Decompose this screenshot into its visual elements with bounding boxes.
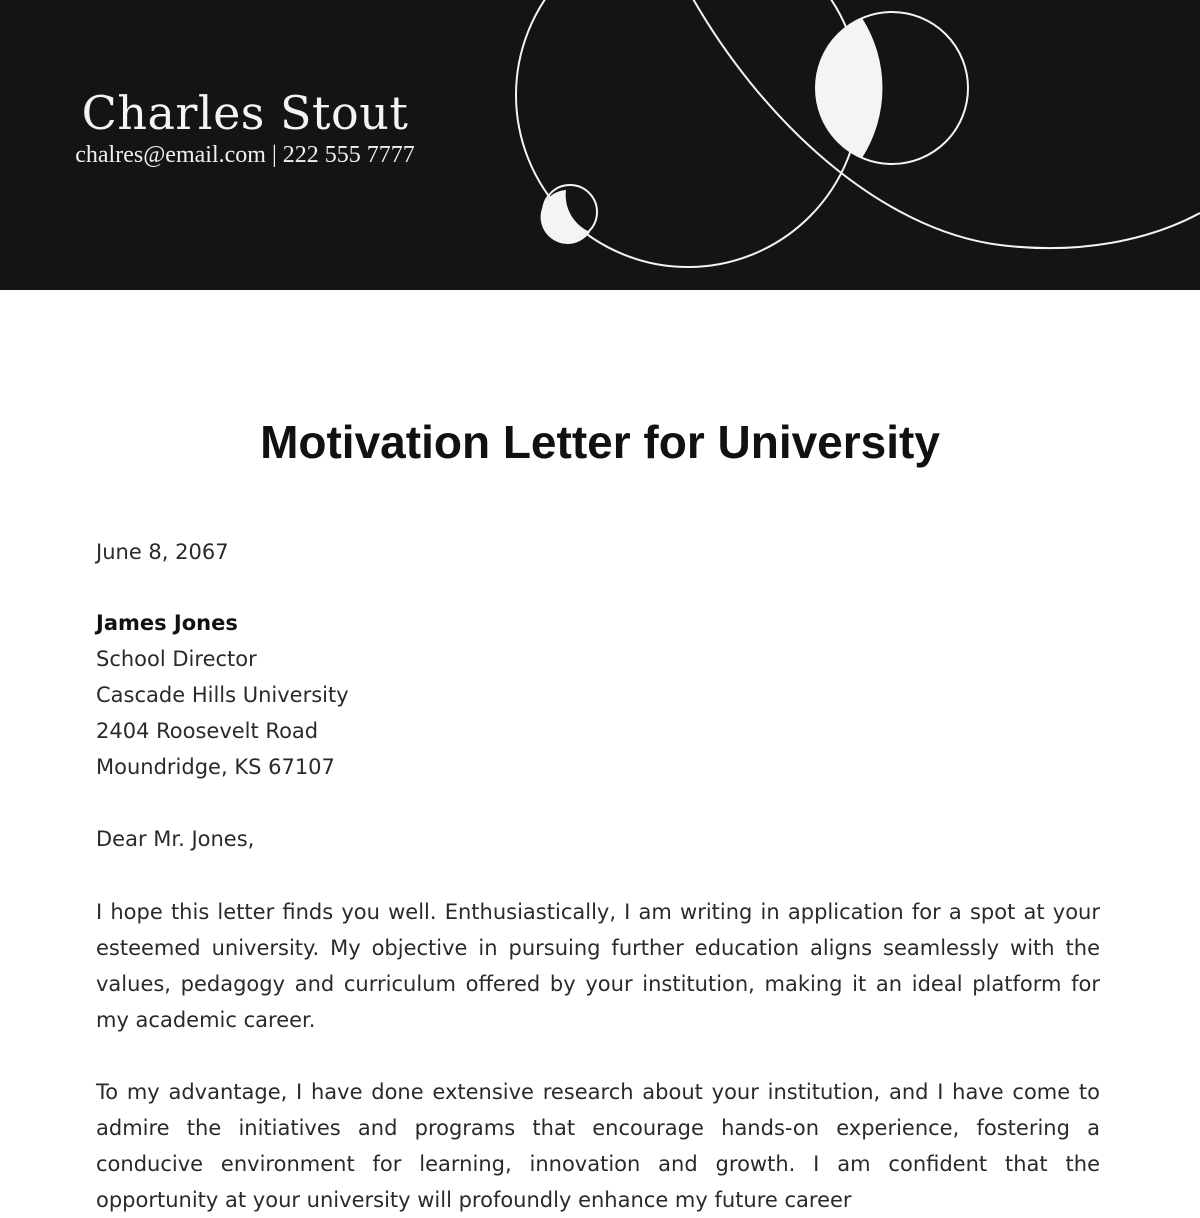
sweeping-arc [688, 0, 1200, 248]
recipient-city: Moundridge, KS 67107 [96, 755, 335, 779]
paragraph-2: To my advantage, I have done extensive research about your institution, and I have come to admire the initiatives and programs that encourage hands-on experience, fostering a conducive environment for learning, innovation and growth. I am confident that the opportunity at your university will profoundly enhance my future career [96, 1080, 1100, 1212]
recipient-street: 2404 Roosevelt Road [96, 719, 319, 743]
letter-date: June 8, 2067 [96, 540, 229, 564]
document-title: Motivation Letter for University [260, 416, 940, 468]
sender-name: Charles Stout [81, 86, 409, 140]
recipient-block [96, 605, 1100, 785]
recipient-name: James Jones [96, 611, 238, 635]
sender-contact: chalres@email.com | 222 555 7777 [75, 142, 415, 168]
recipient-position: School Director [96, 647, 257, 671]
salutation: Dear Mr. Jones, [96, 827, 255, 851]
medium-disc-fill [816, 18, 883, 158]
paragraph-1: I hope this letter finds you well. Enthusiastically, I am writing in application for a spot at your esteemed university. My objective in pursuing further education aligns seamlessly with the values, pedagogy and curriculum offered by your institution, making it an ideal platform for my academic career. [96, 900, 1100, 1032]
recipient-institution: Cascade Hills University [96, 683, 349, 707]
letter-header [0, 0, 1200, 290]
